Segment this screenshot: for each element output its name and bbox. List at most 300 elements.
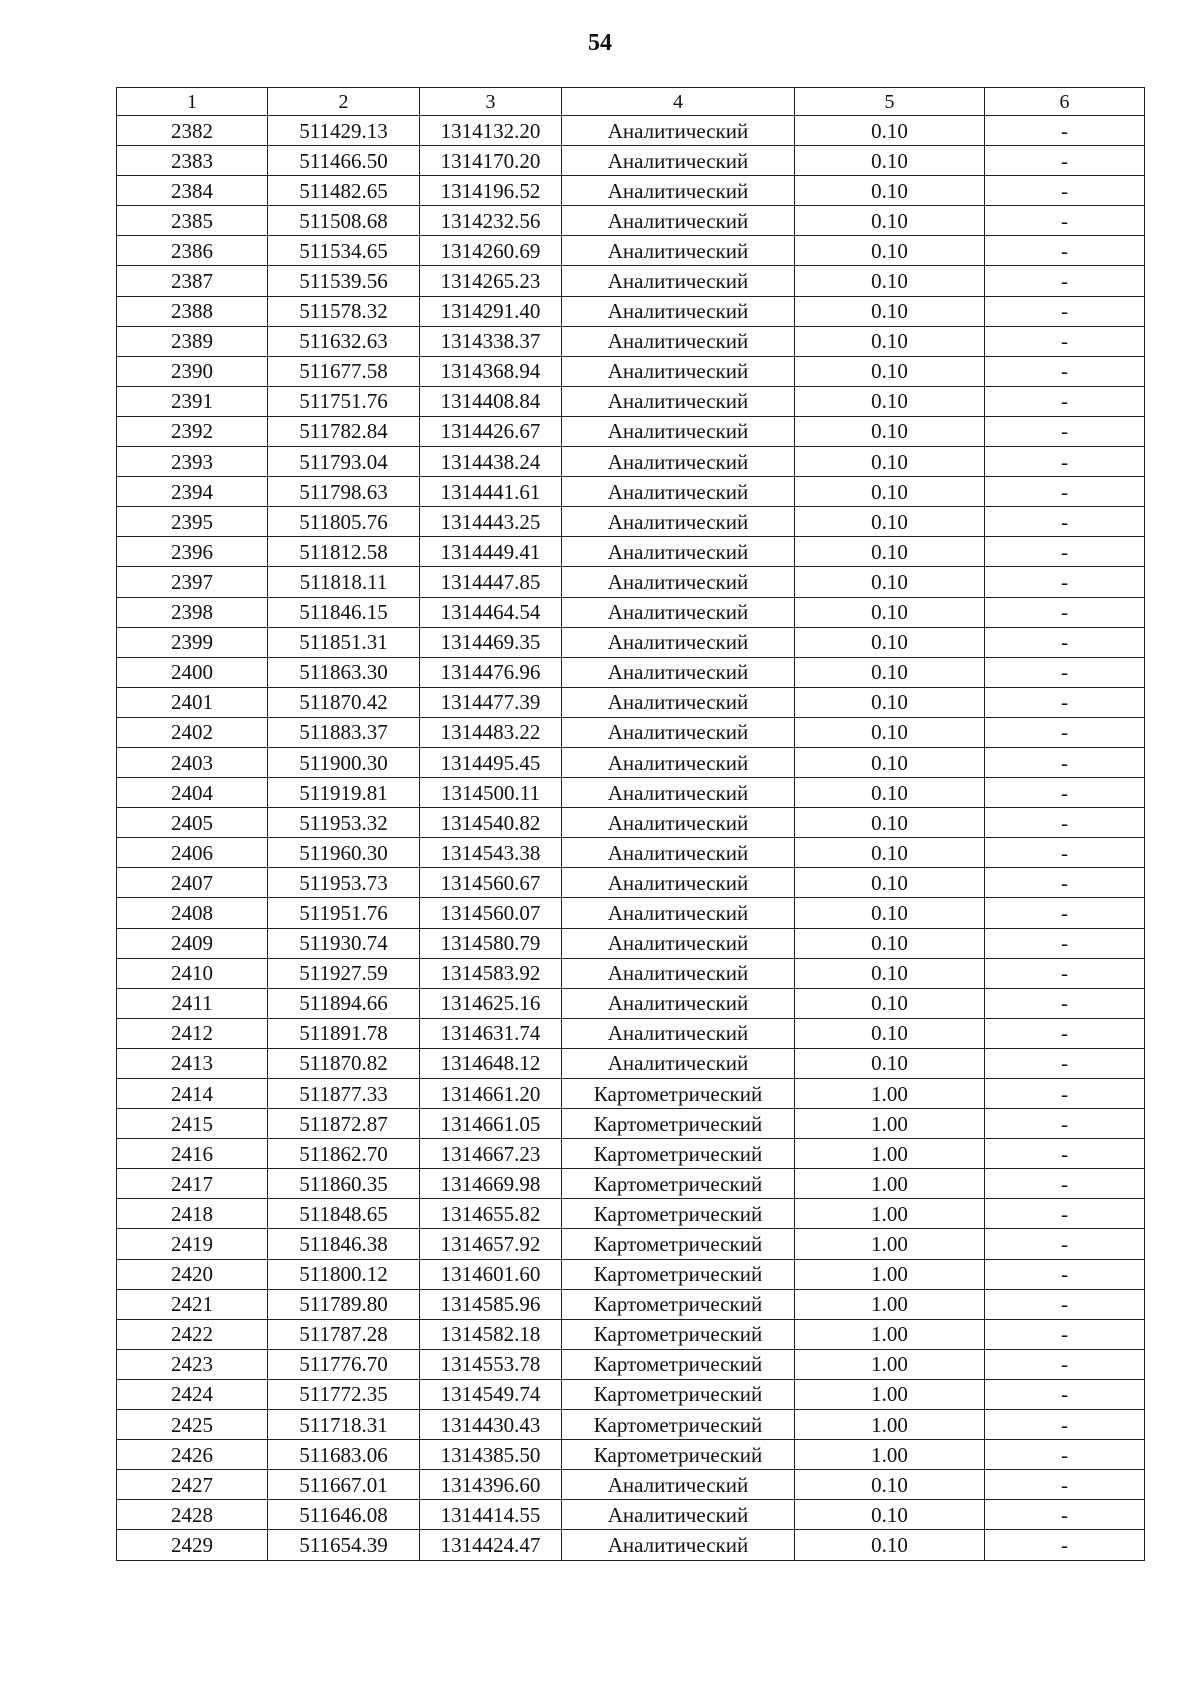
table-cell-col-2: 511789.80 <box>268 1289 420 1319</box>
table-cell-col-2: 511578.32 <box>268 296 420 326</box>
table-cell-col-6: - <box>985 1289 1145 1319</box>
table-cell-col-4: Аналитический <box>562 1018 795 1048</box>
table-cell-col-5: 1.00 <box>795 1289 985 1319</box>
table-row <box>117 1319 1145 1349</box>
table-cell-col-1: 2427 <box>117 1470 268 1500</box>
table-cell-col-5: 0.10 <box>795 898 985 928</box>
table-row <box>117 597 1145 627</box>
table-cell-col-4: Аналитический <box>562 627 795 657</box>
table-cell-col-6: - <box>985 868 1145 898</box>
table-cell-col-3: 1314655.82 <box>420 1199 562 1229</box>
table-cell-col-5: 0.10 <box>795 1530 985 1560</box>
table-cell-col-2: 511894.66 <box>268 988 420 1018</box>
table-cell-col-4: Аналитический <box>562 597 795 627</box>
table-cell-col-1: 2425 <box>117 1410 268 1440</box>
table-row <box>117 687 1145 717</box>
table-cell-col-4: Аналитический <box>562 296 795 326</box>
table-cell-col-1: 2407 <box>117 868 268 898</box>
table-cell-col-4: Картометрический <box>562 1109 795 1139</box>
table-row <box>117 386 1145 416</box>
table-row <box>117 717 1145 747</box>
table-cell-col-6: - <box>985 477 1145 507</box>
table-cell-col-5: 0.10 <box>795 597 985 627</box>
table-cell-col-5: 0.10 <box>795 1048 985 1078</box>
table-cell-col-2: 511539.56 <box>268 266 420 296</box>
table-cell-col-4: Картометрический <box>562 1379 795 1409</box>
table-cell-col-6: - <box>985 627 1145 657</box>
table-cell-col-2: 511805.76 <box>268 507 420 537</box>
table-cell-col-2: 511927.59 <box>268 958 420 988</box>
table-cell-col-1: 2394 <box>117 477 268 507</box>
table-cell-col-3: 1314585.96 <box>420 1289 562 1319</box>
table-cell-col-5: 0.10 <box>795 928 985 958</box>
table-cell-col-6: - <box>985 356 1145 386</box>
table-cell-col-5: 0.10 <box>795 266 985 296</box>
table-cell-col-6: - <box>985 1530 1145 1560</box>
table-cell-col-1: 2403 <box>117 747 268 777</box>
table-cell-col-3: 1314443.25 <box>420 507 562 537</box>
table-cell-col-4: Аналитический <box>562 266 795 296</box>
table-cell-col-5: 1.00 <box>795 1079 985 1109</box>
table-cell-col-6: - <box>985 416 1145 446</box>
table-cell-col-6: - <box>985 206 1145 236</box>
table-cell-col-2: 511482.65 <box>268 176 420 206</box>
table-row <box>117 1018 1145 1048</box>
table-cell-col-1: 2409 <box>117 928 268 958</box>
table-cell-col-3: 1314430.43 <box>420 1410 562 1440</box>
table-cell-col-1: 2426 <box>117 1440 268 1470</box>
table-cell-col-1: 2384 <box>117 176 268 206</box>
table-cell-col-2: 511818.11 <box>268 567 420 597</box>
table-cell-col-2: 511654.39 <box>268 1530 420 1560</box>
table-cell-col-6: - <box>985 507 1145 537</box>
table-cell-col-3: 1314260.69 <box>420 236 562 266</box>
table-cell-col-5: 0.10 <box>795 1500 985 1530</box>
table-row <box>117 236 1145 266</box>
table-cell-col-4: Картометрический <box>562 1199 795 1229</box>
table-row <box>117 898 1145 928</box>
column-header-4: 4 <box>562 88 795 116</box>
table-cell-col-2: 511508.68 <box>268 206 420 236</box>
table-cell-col-2: 511667.01 <box>268 1470 420 1500</box>
table-row <box>117 1229 1145 1259</box>
table-cell-col-2: 511782.84 <box>268 416 420 446</box>
table-cell-col-6: - <box>985 296 1145 326</box>
table-cell-col-3: 1314583.92 <box>420 958 562 988</box>
table-cell-col-4: Картометрический <box>562 1410 795 1440</box>
table-cell-col-4: Аналитический <box>562 356 795 386</box>
table-cell-col-3: 1314426.67 <box>420 416 562 446</box>
table-cell-col-5: 0.10 <box>795 627 985 657</box>
table-cell-col-1: 2396 <box>117 537 268 567</box>
table-cell-col-6: - <box>985 687 1145 717</box>
table-cell-col-1: 2406 <box>117 838 268 868</box>
table-cell-col-1: 2408 <box>117 898 268 928</box>
table-cell-col-6: - <box>985 266 1145 296</box>
table-cell-col-4: Картометрический <box>562 1259 795 1289</box>
table-cell-col-5: 0.10 <box>795 386 985 416</box>
table-cell-col-4: Аналитический <box>562 778 795 808</box>
table-cell-col-2: 511646.08 <box>268 1500 420 1530</box>
table-cell-col-2: 511862.70 <box>268 1139 420 1169</box>
table-cell-col-1: 2388 <box>117 296 268 326</box>
table-cell-col-1: 2429 <box>117 1530 268 1560</box>
table-cell-col-4: Картометрический <box>562 1319 795 1349</box>
table-cell-col-5: 0.10 <box>795 176 985 206</box>
table-cell-col-4: Аналитический <box>562 898 795 928</box>
table-cell-col-4: Картометрический <box>562 1229 795 1259</box>
table-cell-col-2: 511900.30 <box>268 747 420 777</box>
table-cell-col-3: 1314483.22 <box>420 717 562 747</box>
table-cell-col-4: Аналитический <box>562 116 795 146</box>
table-cell-col-3: 1314368.94 <box>420 356 562 386</box>
table-row <box>117 1530 1145 1560</box>
table-row <box>117 356 1145 386</box>
table-cell-col-1: 2422 <box>117 1319 268 1349</box>
table-cell-col-1: 2399 <box>117 627 268 657</box>
table-cell-col-3: 1314540.82 <box>420 808 562 838</box>
table-cell-col-1: 2404 <box>117 778 268 808</box>
table-cell-col-5: 1.00 <box>795 1379 985 1409</box>
table-cell-col-2: 511718.31 <box>268 1410 420 1440</box>
table-cell-col-1: 2412 <box>117 1018 268 1048</box>
table-row <box>117 1289 1145 1319</box>
table-cell-col-6: - <box>985 597 1145 627</box>
column-header-5: 5 <box>795 88 985 116</box>
page-number: 54 <box>588 30 612 56</box>
coordinates-table-body <box>117 88 1145 1561</box>
table-row <box>117 778 1145 808</box>
table-row <box>117 266 1145 296</box>
table-cell-col-5: 1.00 <box>795 1139 985 1169</box>
table-cell-col-3: 1314385.50 <box>420 1440 562 1470</box>
table-row <box>117 477 1145 507</box>
table-cell-col-3: 1314661.20 <box>420 1079 562 1109</box>
table-cell-col-6: - <box>985 1470 1145 1500</box>
table-cell-col-3: 1314447.85 <box>420 567 562 597</box>
table-cell-col-4: Аналитический <box>562 326 795 356</box>
table-cell-col-1: 2386 <box>117 236 268 266</box>
table-cell-col-1: 2421 <box>117 1289 268 1319</box>
table-cell-col-4: Аналитический <box>562 1470 795 1500</box>
table-cell-col-6: - <box>985 1079 1145 1109</box>
table-cell-col-6: - <box>985 236 1145 266</box>
table-cell-col-2: 511872.87 <box>268 1109 420 1139</box>
table-cell-col-4: Картометрический <box>562 1349 795 1379</box>
table-row <box>117 1169 1145 1199</box>
table-cell-col-2: 511860.35 <box>268 1169 420 1199</box>
table-cell-col-3: 1314661.05 <box>420 1109 562 1139</box>
table-cell-col-5: 1.00 <box>795 1349 985 1379</box>
table-row <box>117 176 1145 206</box>
table-row <box>117 1109 1145 1139</box>
table-cell-col-3: 1314601.60 <box>420 1259 562 1289</box>
table-row <box>117 537 1145 567</box>
table-cell-col-3: 1314424.47 <box>420 1530 562 1560</box>
table-cell-col-1: 2416 <box>117 1139 268 1169</box>
table-cell-col-2: 511798.63 <box>268 477 420 507</box>
table-cell-col-4: Аналитический <box>562 717 795 747</box>
table-cell-col-4: Аналитический <box>562 1530 795 1560</box>
table-cell-col-3: 1314338.37 <box>420 326 562 356</box>
table-cell-col-1: 2411 <box>117 988 268 1018</box>
table-cell-col-1: 2393 <box>117 447 268 477</box>
table-cell-col-5: 0.10 <box>795 958 985 988</box>
table-cell-col-4: Аналитический <box>562 447 795 477</box>
table-cell-col-4: Аналитический <box>562 838 795 868</box>
table-row <box>117 1349 1145 1379</box>
table-cell-col-5: 0.10 <box>795 116 985 146</box>
table-row <box>117 657 1145 687</box>
table-cell-col-5: 0.10 <box>795 1018 985 1048</box>
table-cell-col-3: 1314464.54 <box>420 597 562 627</box>
table-cell-col-2: 511851.31 <box>268 627 420 657</box>
table-cell-col-5: 1.00 <box>795 1259 985 1289</box>
table-cell-col-3: 1314449.41 <box>420 537 562 567</box>
table-cell-col-2: 511429.13 <box>268 116 420 146</box>
coordinates-table <box>116 87 1145 1561</box>
table-row <box>117 326 1145 356</box>
table-cell-col-1: 2382 <box>117 116 268 146</box>
table-cell-col-1: 2428 <box>117 1500 268 1530</box>
table-cell-col-2: 511846.15 <box>268 597 420 627</box>
table-cell-col-1: 2397 <box>117 567 268 597</box>
table-cell-col-4: Аналитический <box>562 386 795 416</box>
table-cell-col-5: 0.10 <box>795 416 985 446</box>
table-cell-col-3: 1314408.84 <box>420 386 562 416</box>
table-cell-col-5: 1.00 <box>795 1109 985 1139</box>
table-cell-col-2: 511870.42 <box>268 687 420 717</box>
table-cell-col-6: - <box>985 747 1145 777</box>
table-cell-col-1: 2387 <box>117 266 268 296</box>
table-cell-col-6: - <box>985 386 1145 416</box>
table-cell-col-4: Аналитический <box>562 868 795 898</box>
table-cell-col-4: Аналитический <box>562 537 795 567</box>
table-cell-col-4: Картометрический <box>562 1289 795 1319</box>
table-row <box>117 1440 1145 1470</box>
table-cell-col-3: 1314291.40 <box>420 296 562 326</box>
table-cell-col-2: 511683.06 <box>268 1440 420 1470</box>
table-cell-col-5: 1.00 <box>795 1199 985 1229</box>
table-cell-col-4: Картометрический <box>562 1139 795 1169</box>
table-cell-col-2: 511800.12 <box>268 1259 420 1289</box>
table-cell-col-2: 511751.76 <box>268 386 420 416</box>
table-cell-col-1: 2383 <box>117 146 268 176</box>
table-cell-col-5: 0.10 <box>795 477 985 507</box>
table-cell-col-4: Аналитический <box>562 146 795 176</box>
table-cell-col-5: 0.10 <box>795 356 985 386</box>
table-cell-col-6: - <box>985 1410 1145 1440</box>
table-cell-col-6: - <box>985 778 1145 808</box>
table-cell-col-2: 511772.35 <box>268 1379 420 1409</box>
table-cell-col-6: - <box>985 537 1145 567</box>
table-cell-col-5: 0.10 <box>795 326 985 356</box>
table-row <box>117 627 1145 657</box>
table-row <box>117 416 1145 446</box>
table-cell-col-6: - <box>985 1379 1145 1409</box>
table-cell-col-4: Аналитический <box>562 958 795 988</box>
table-cell-col-5: 0.10 <box>795 236 985 266</box>
table-cell-col-2: 511919.81 <box>268 778 420 808</box>
table-cell-col-1: 2414 <box>117 1079 268 1109</box>
table-row <box>117 928 1145 958</box>
table-cell-col-6: - <box>985 928 1145 958</box>
table-cell-col-1: 2424 <box>117 1379 268 1409</box>
table-cell-col-6: - <box>985 116 1145 146</box>
table-row <box>117 868 1145 898</box>
table-cell-col-5: 0.10 <box>795 447 985 477</box>
table-cell-col-3: 1314669.98 <box>420 1169 562 1199</box>
table-cell-col-6: - <box>985 447 1145 477</box>
column-header-3: 3 <box>420 88 562 116</box>
table-row <box>117 296 1145 326</box>
table-cell-col-4: Аналитический <box>562 416 795 446</box>
table-cell-col-5: 0.10 <box>795 988 985 1018</box>
table-cell-col-5: 0.10 <box>795 657 985 687</box>
table-cell-col-1: 2415 <box>117 1109 268 1139</box>
table-cell-col-3: 1314625.16 <box>420 988 562 1018</box>
table-cell-col-5: 0.10 <box>795 567 985 597</box>
table-cell-col-3: 1314265.23 <box>420 266 562 296</box>
table-cell-col-3: 1314477.39 <box>420 687 562 717</box>
table-cell-col-4: Картометрический <box>562 1079 795 1109</box>
table-cell-col-4: Аналитический <box>562 657 795 687</box>
table-cell-col-3: 1314582.18 <box>420 1319 562 1349</box>
table-cell-col-6: - <box>985 1440 1145 1470</box>
column-header-2: 2 <box>268 88 420 116</box>
table-cell-col-6: - <box>985 1169 1145 1199</box>
table-cell-col-5: 0.10 <box>795 717 985 747</box>
table-cell-col-4: Аналитический <box>562 988 795 1018</box>
table-cell-col-2: 511951.76 <box>268 898 420 928</box>
table-cell-col-2: 511534.65 <box>268 236 420 266</box>
table-cell-col-4: Картометрический <box>562 1169 795 1199</box>
table-cell-col-1: 2385 <box>117 206 268 236</box>
table-cell-col-5: 0.10 <box>795 687 985 717</box>
table-cell-col-4: Аналитический <box>562 747 795 777</box>
table-cell-col-4: Аналитический <box>562 477 795 507</box>
table-cell-col-5: 0.10 <box>795 507 985 537</box>
table-cell-col-4: Картометрический <box>562 1440 795 1470</box>
table-cell-col-4: Аналитический <box>562 236 795 266</box>
table-cell-col-3: 1314549.74 <box>420 1379 562 1409</box>
table-cell-col-6: - <box>985 1500 1145 1530</box>
table-cell-col-1: 2400 <box>117 657 268 687</box>
table-cell-col-6: - <box>985 567 1145 597</box>
table-row <box>117 1199 1145 1229</box>
table-cell-col-3: 1314657.92 <box>420 1229 562 1259</box>
table-row <box>117 146 1145 176</box>
table-cell-col-2: 511793.04 <box>268 447 420 477</box>
table-cell-col-3: 1314476.96 <box>420 657 562 687</box>
table-cell-col-6: - <box>985 1048 1145 1078</box>
table-cell-col-2: 511953.32 <box>268 808 420 838</box>
table-cell-col-1: 2390 <box>117 356 268 386</box>
table-cell-col-5: 0.10 <box>795 808 985 838</box>
table-cell-col-5: 0.10 <box>795 537 985 567</box>
table-cell-col-4: Аналитический <box>562 567 795 597</box>
table-cell-col-6: - <box>985 146 1145 176</box>
table-cell-col-5: 0.10 <box>795 206 985 236</box>
table-cell-col-1: 2405 <box>117 808 268 838</box>
table-cell-col-6: - <box>985 1349 1145 1379</box>
table-cell-col-3: 1314196.52 <box>420 176 562 206</box>
table-cell-col-2: 511960.30 <box>268 838 420 868</box>
column-header-6: 6 <box>985 88 1145 116</box>
table-cell-col-2: 511870.82 <box>268 1048 420 1078</box>
table-cell-col-3: 1314543.38 <box>420 838 562 868</box>
table-header-row <box>117 88 1145 116</box>
table-cell-col-3: 1314396.60 <box>420 1470 562 1500</box>
table-cell-col-3: 1314438.24 <box>420 447 562 477</box>
table-row <box>117 507 1145 537</box>
table-cell-col-2: 511891.78 <box>268 1018 420 1048</box>
table-cell-col-3: 1314132.20 <box>420 116 562 146</box>
table-cell-col-3: 1314495.45 <box>420 747 562 777</box>
table-cell-col-2: 511776.70 <box>268 1349 420 1379</box>
table-cell-col-2: 511812.58 <box>268 537 420 567</box>
table-cell-col-5: 1.00 <box>795 1319 985 1349</box>
table-cell-col-3: 1314560.67 <box>420 868 562 898</box>
table-cell-col-5: 0.10 <box>795 296 985 326</box>
table-cell-col-6: - <box>985 1109 1145 1139</box>
table-cell-col-3: 1314631.74 <box>420 1018 562 1048</box>
table-cell-col-3: 1314580.79 <box>420 928 562 958</box>
table-cell-col-4: Аналитический <box>562 687 795 717</box>
table-row <box>117 447 1145 477</box>
table-cell-col-1: 2423 <box>117 1349 268 1379</box>
table-cell-col-6: - <box>985 1199 1145 1229</box>
table-cell-col-5: 1.00 <box>795 1229 985 1259</box>
table-cell-col-1: 2410 <box>117 958 268 988</box>
table-cell-col-2: 511883.37 <box>268 717 420 747</box>
table-cell-col-2: 511846.38 <box>268 1229 420 1259</box>
table-cell-col-4: Аналитический <box>562 176 795 206</box>
table-row <box>117 808 1145 838</box>
table-cell-col-6: - <box>985 838 1145 868</box>
table-cell-col-4: Аналитический <box>562 928 795 958</box>
table-row <box>117 116 1145 146</box>
table-cell-col-3: 1314469.35 <box>420 627 562 657</box>
table-cell-col-1: 2401 <box>117 687 268 717</box>
table-cell-col-6: - <box>985 1139 1145 1169</box>
table-cell-col-6: - <box>985 898 1145 928</box>
table-cell-col-6: - <box>985 808 1145 838</box>
table-cell-col-2: 511863.30 <box>268 657 420 687</box>
table-cell-col-1: 2419 <box>117 1229 268 1259</box>
table-cell-col-4: Аналитический <box>562 808 795 838</box>
table-cell-col-6: - <box>985 1259 1145 1289</box>
table-cell-col-6: - <box>985 1018 1145 1048</box>
table-cell-col-4: Аналитический <box>562 206 795 236</box>
table-cell-col-4: Аналитический <box>562 1500 795 1530</box>
table-row <box>117 747 1145 777</box>
table-cell-col-6: - <box>985 176 1145 206</box>
table-cell-col-1: 2389 <box>117 326 268 356</box>
table-cell-col-2: 511466.50 <box>268 146 420 176</box>
table-row <box>117 838 1145 868</box>
table-cell-col-6: - <box>985 958 1145 988</box>
table-cell-col-5: 1.00 <box>795 1440 985 1470</box>
table-row <box>117 1410 1145 1440</box>
table-cell-col-6: - <box>985 657 1145 687</box>
table-cell-col-3: 1314648.12 <box>420 1048 562 1078</box>
table-cell-col-6: - <box>985 1319 1145 1349</box>
table-cell-col-3: 1314500.11 <box>420 778 562 808</box>
table-cell-col-1: 2398 <box>117 597 268 627</box>
table-cell-col-2: 511677.58 <box>268 356 420 386</box>
table-cell-col-3: 1314232.56 <box>420 206 562 236</box>
